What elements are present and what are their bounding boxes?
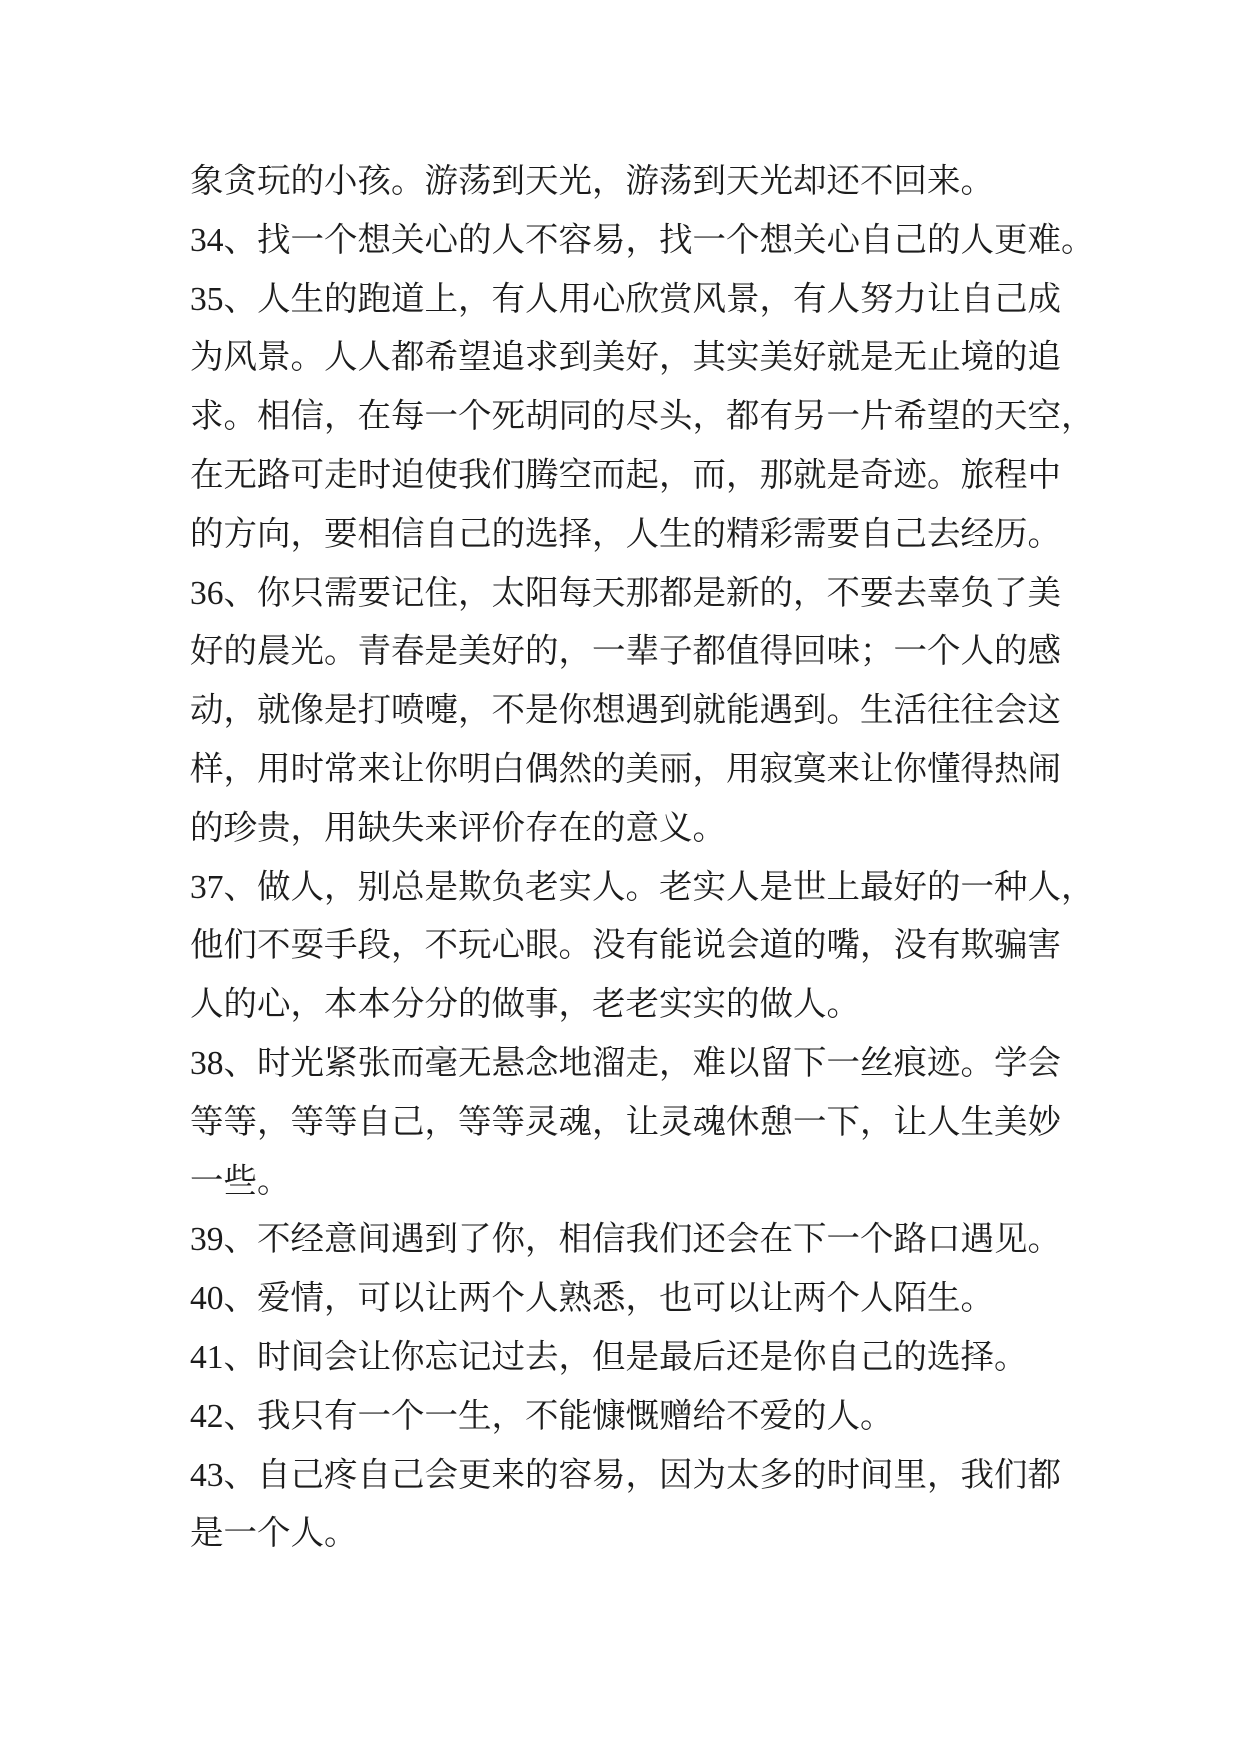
text-line: 动，就像是打喷嚏，不是你想遇到就能遇到。生活往往会这 <box>190 692 1061 730</box>
text-line: 40、爱情，可以让两个人熟悉，也可以让两个人陌生。 <box>190 1280 994 1318</box>
paragraph-39 <box>190 1211 1090 1270</box>
paragraph-36 <box>190 565 1090 859</box>
text-line: 36、你只需要记住，太阳每天那都是新的，不要去辜负了美 <box>190 574 1061 612</box>
text-line: 39、不经意间遇到了你，相信我们还会在下一个路口遇见。 <box>190 1221 1061 1259</box>
paragraph-35 <box>190 271 1095 565</box>
text-line: 43、自己疼自己会更来的容易，因为太多的时间里，我们都 <box>190 1456 1061 1494</box>
paragraph-42 <box>190 1388 1090 1447</box>
paragraph-continuation <box>190 153 1090 212</box>
text-line: 等等，等等自己，等等灵魂，让灵魂休憩一下，让人生美妙 <box>190 1103 1061 1141</box>
paragraph-40 <box>190 1270 1090 1329</box>
text-line: 人的心，本本分分的做事，老老实实的做人。 <box>190 986 860 1024</box>
paragraph-34 <box>190 212 1095 271</box>
text-line: 41、时间会让你忘记过去，但是最后还是你自己的选择。 <box>190 1338 1028 1376</box>
text-line: 他们不耍手段，不玩心眼。没有能说会道的嘴，没有欺骗害 <box>190 927 1061 965</box>
text-line: 37、做人，别总是欺负老实人。老实人是世上最好的一种人， <box>190 868 1095 906</box>
text-line: 好的晨光。青春是美好的，一辈子都值得回味；一个人的感 <box>190 633 1061 671</box>
text-line: 的珍贵，用缺失来评价存在的意义。 <box>190 809 726 847</box>
document-body <box>190 153 1095 1564</box>
paragraph-37 <box>190 859 1095 1035</box>
text-line: 求。相信，在每一个死胡同的尽头，都有另一片希望的天空， <box>190 398 1095 436</box>
text-line: 在无路可走时迫使我们腾空而起，而，那就是奇迹。旅程中 <box>190 456 1061 494</box>
text-line: 样，用时常来让你明白偶然的美丽，用寂寞来让你懂得热闹 <box>190 750 1061 788</box>
text-line: 42、我只有一个一生，不能慷慨赠给不爱的人。 <box>190 1397 894 1435</box>
text-line: 35、人生的跑道上，有人用心欣赏风景，有人努力让自己成 <box>190 280 1061 318</box>
paragraph-41 <box>190 1329 1090 1388</box>
paragraph-38 <box>190 1035 1090 1211</box>
text-line: 38、时光紧张而毫无悬念地溜走，难以留下一丝痕迹。学会 <box>190 1044 1061 1082</box>
text-line: 的方向，要相信自己的选择，人生的精彩需要自己去经历。 <box>190 515 1061 553</box>
text-line: 一些。 <box>190 1162 291 1200</box>
text-line: 为风景。人人都希望追求到美好，其实美好就是无止境的追 <box>190 339 1061 377</box>
paragraph-43 <box>190 1447 1090 1565</box>
text-line: 34、找一个想关心的人不容易，找一个想关心自己的人更难。 <box>190 221 1095 259</box>
text-line: 是一个人。 <box>190 1515 358 1553</box>
text-line: 象贪玩的小孩。游荡到天光，游荡到天光却还不回来。 <box>190 163 994 200</box>
